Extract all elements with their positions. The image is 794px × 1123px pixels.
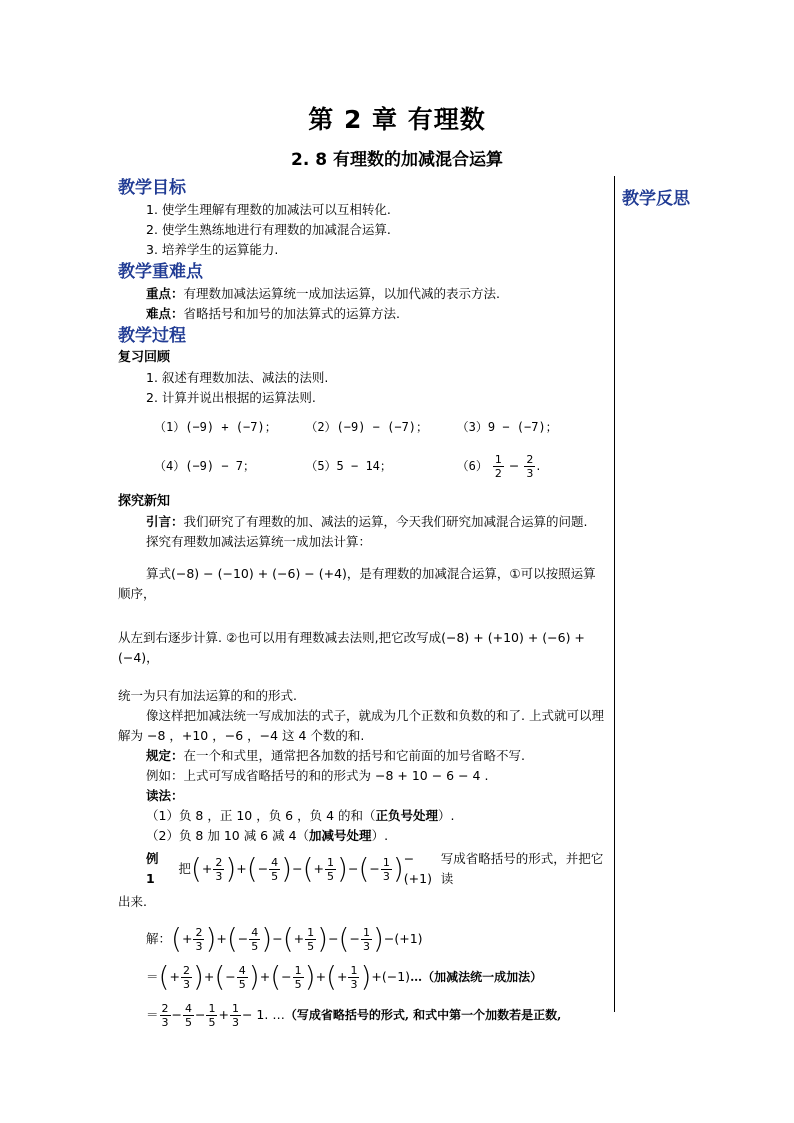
- review-item: 2. 计算并说出根据的运算法则.: [146, 390, 316, 405]
- keys-heading: 教学重难点: [118, 262, 203, 282]
- column-divider: [614, 176, 615, 1012]
- goal-item: 1. 使学生理解有理数的加减法可以互相转化.: [146, 202, 391, 217]
- review-heading: 复习回顾: [118, 350, 171, 365]
- expression-line: 从左到右逐步计算. ②也可以用有理数减去法则,把它改写成(−8) + (+10) + (−6) + (−4)，: [118, 630, 585, 665]
- reflection-heading: 教学反思: [622, 189, 690, 209]
- exercise-item: （5）5 − 14；: [305, 459, 392, 473]
- explore-paragraph: 像这样把加减法统一写成加法的式子，就成为几个正数和负数的和了. 上式就可以理解为 −8 ，+10 ，−6 ，−4 这 4 个数的和.: [118, 708, 604, 743]
- lesson-title: 2. 8 有理数的加减混合运算: [291, 150, 503, 170]
- exercise-item: （3）9 − (−7)；: [456, 420, 558, 434]
- goal-item: 2. 使学生熟练地进行有理数的加减混合运算.: [146, 222, 391, 237]
- goal-item: 3. 培养学生的运算能力.: [146, 242, 279, 257]
- expression-line: 统一为只有加法运算的和的形式.: [118, 688, 297, 703]
- read-item: （2）负 8 加 10 减 6 减 4（加减号处理）.: [146, 828, 389, 843]
- exercise-item: （1）(−9) + (−7)；: [154, 420, 277, 434]
- goals-heading: 教学目标: [118, 178, 186, 198]
- focus-text: 有理数加减法运算统一成加法运算，以加代减的表示方法.: [183, 286, 500, 301]
- fraction: $\frac{1}{2}$: [494, 452, 502, 480]
- expression-line: 算式(−8) − (−10) + (−6) − (+4)，是有理数的加减混合运算，①可以按照运算顺序，: [118, 566, 596, 601]
- explore-paragraph: 探究有理数加减法运算统一成加法计算：: [146, 534, 372, 549]
- chapter-title: 第 2 章 有理数: [308, 105, 486, 134]
- example-1-continuation: 出来.: [118, 894, 147, 909]
- example-line: 例如：上式可写成省略括号的和的形式为 −8 + 10 − 6 − 4 .: [146, 768, 489, 783]
- difficulty-label: 难点：: [146, 306, 184, 321]
- process-heading: 教学过程: [118, 326, 186, 346]
- focus-label: 重点：: [146, 286, 184, 301]
- solution-line-3: ＝ $\frac{2}{3}$ − $\frac{4}{5}$ − $\frac{1}{5}$ + $\frac{1}{3}$ − 1. … （写成省略括号的形式, 和式中第一个加数若是正数,: [146, 1001, 562, 1029]
- rule-line: 规定：在一个和式里，通常把各加数的括号和它前面的加号省略不写.: [146, 748, 525, 763]
- exercise-item: （4）(−9) − 7；: [154, 459, 256, 473]
- fraction: $\frac{2}{3}$: [526, 452, 534, 480]
- difficulty-text: 省略括号和加号的加法算式的运算方法.: [183, 306, 400, 321]
- explore-heading: 探究新知: [118, 494, 171, 509]
- solution-line-1: 解： ( + $\frac{2}{3}$ ) + ( − $\frac{4}{5}$ ) − ( + $\frac{1}{5}$ ) − ( − $\frac{1}{3}$ ) −(+1): [146, 922, 423, 955]
- exercise-item-6: （6） $\frac{1}{2}$ − $\frac{2}{3}$ .: [456, 452, 541, 480]
- exercise-row: [118, 412, 608, 442]
- example-1-line: 例 1 把 ( + $\frac{2}{3}$ ) + ( − $\frac{4}{5}$ ) − ( + $\frac{1}{5}$ ) − ( − $\frac{1}{3}$ ) −(+1) 写成省略括号的形式，并把它读: [146, 851, 604, 886]
- read-label: 读法：: [146, 788, 184, 803]
- review-item: 1. 叙述有理数加法、减法的法则.: [146, 370, 329, 385]
- difficulty-line: [118, 304, 608, 324]
- focus-line: [118, 284, 608, 304]
- exercise-row: [118, 446, 608, 486]
- solution-line-2: ＝ ( + $\frac{2}{3}$ ) + ( − $\frac{4}{5}$ ) + ( − $\frac{1}{5}$ ) + ( + $\frac{1}{3}$ ) +(−1) …（加减法统一成加法）: [146, 960, 543, 993]
- main-content: [118, 176, 608, 1034]
- intro-paragraph: 引言：我们研究了有理数的加、减法的运算，今天我们研究加减混合运算的问题.: [146, 514, 588, 529]
- exercise-item: （2）(−9) − (−7)；: [305, 420, 429, 434]
- read-item: （1）负 8 ，正 10 ，负 6 ，负 4 的和（正负号处理）.: [146, 808, 455, 823]
